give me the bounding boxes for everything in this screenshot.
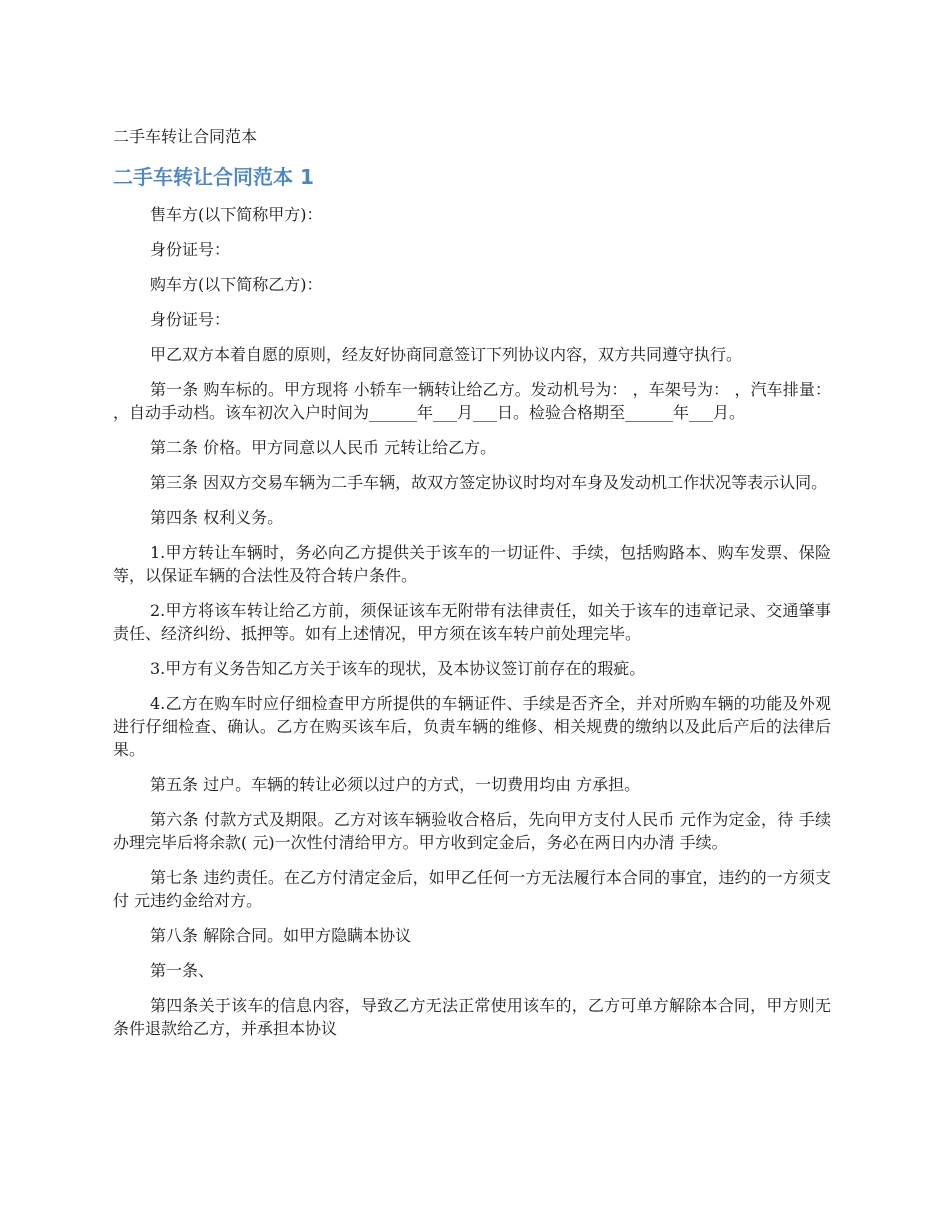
article-8-ref-1-paragraph: 第一条、 (150, 961, 215, 980)
clause-4-2-paragraph: 2.甲方将该车转让给乙方前，须保证该车无附带有法律责任，如关于该车的违章记录、交通肇事责任、经济纠纷、抵押等。如有上述情况，甲方须在该车转户前处理完毕。 (113, 601, 831, 643)
clause-4-3-paragraph: 3.甲方有义务告知乙方关于该车的现状，及本协议签订前存在的瑕疵。 (150, 659, 646, 678)
article-7-paragraph: 第七条 违约责任。在乙方付清定金后，如甲乙任何一方无法履行本合同的事宜，违约的一方须支付 元违约金给对方。 (113, 868, 831, 910)
seller-id-line: 身份证号： (150, 240, 231, 259)
document-title: 二手车转让合同范本 (113, 127, 258, 146)
preamble-paragraph: 甲乙双方本着自愿的原则，经友好协商同意签订下列协议内容，双方共同遵守执行。 (150, 345, 743, 364)
article-2-paragraph: 第二条 价格。甲方同意以人民币 元转让给乙方。 (150, 438, 497, 457)
article-5-paragraph: 第五条 过户。车辆的转让必须以过户的方式，一切费用均由 方承担。 (150, 775, 641, 794)
seller-line: 售车方(以下简称甲方)： (150, 205, 323, 224)
article-4-paragraph: 第四条 权利义务。 (150, 508, 284, 527)
clause-4-4-paragraph: 4.乙方在购车时应仔细检查甲方所提供的车辆证件、手续是否齐全，并对所购车辆的功能及外观进行仔细检查、确认。乙方在购买该车后，负责车辆的维修、相关规费的缴纳以及此后产后的法律后果。 (113, 694, 831, 759)
buyer-line: 购车方(以下简称乙方)： (150, 275, 323, 294)
article-8-ref-4-paragraph: 第四条关于该车的信息内容，导致乙方无法正常使用该车的，乙方可单方解除本合同，甲方则无条件退款给乙方，并承担本协议 (113, 996, 831, 1038)
article-3-paragraph: 第三条 因双方交易车辆为二手车辆，故双方签定协议时均对车身及发动机工作状况等表示认同。 (150, 473, 828, 492)
article-8-paragraph: 第八条 解除合同。如甲方隐瞒本协议 (150, 926, 412, 945)
buyer-id-line: 身份证号： (150, 310, 231, 329)
clause-4-1-paragraph: 1.甲方转让车辆时，务必向乙方提供关于该车的一切证件、手续，包括购路本、购车发票、保险等，以保证车辆的合法性及符合转户条件。 (113, 543, 831, 585)
document-body (113, 203, 837, 1052)
article-1-paragraph: 第一条 购车标的。甲方现将 小轿车一辆转让给乙方。发动机号为： ，车架号为： ，汽车排量： ，自动手动档。该车初次入户时间为______年___月___日。检验合格期至______年___月。 (113, 380, 837, 422)
section-heading: 二手车转让合同范本 1 (113, 165, 314, 189)
article-6-paragraph: 第六条 付款方式及期限。乙方对该车辆验收合格后，先向甲方支付人民币 元作为定金，待 手续办理完毕后将余款( 元)一次性付清给甲方。甲方收到定金后，务必在两日内办清 手续。 (113, 810, 831, 852)
